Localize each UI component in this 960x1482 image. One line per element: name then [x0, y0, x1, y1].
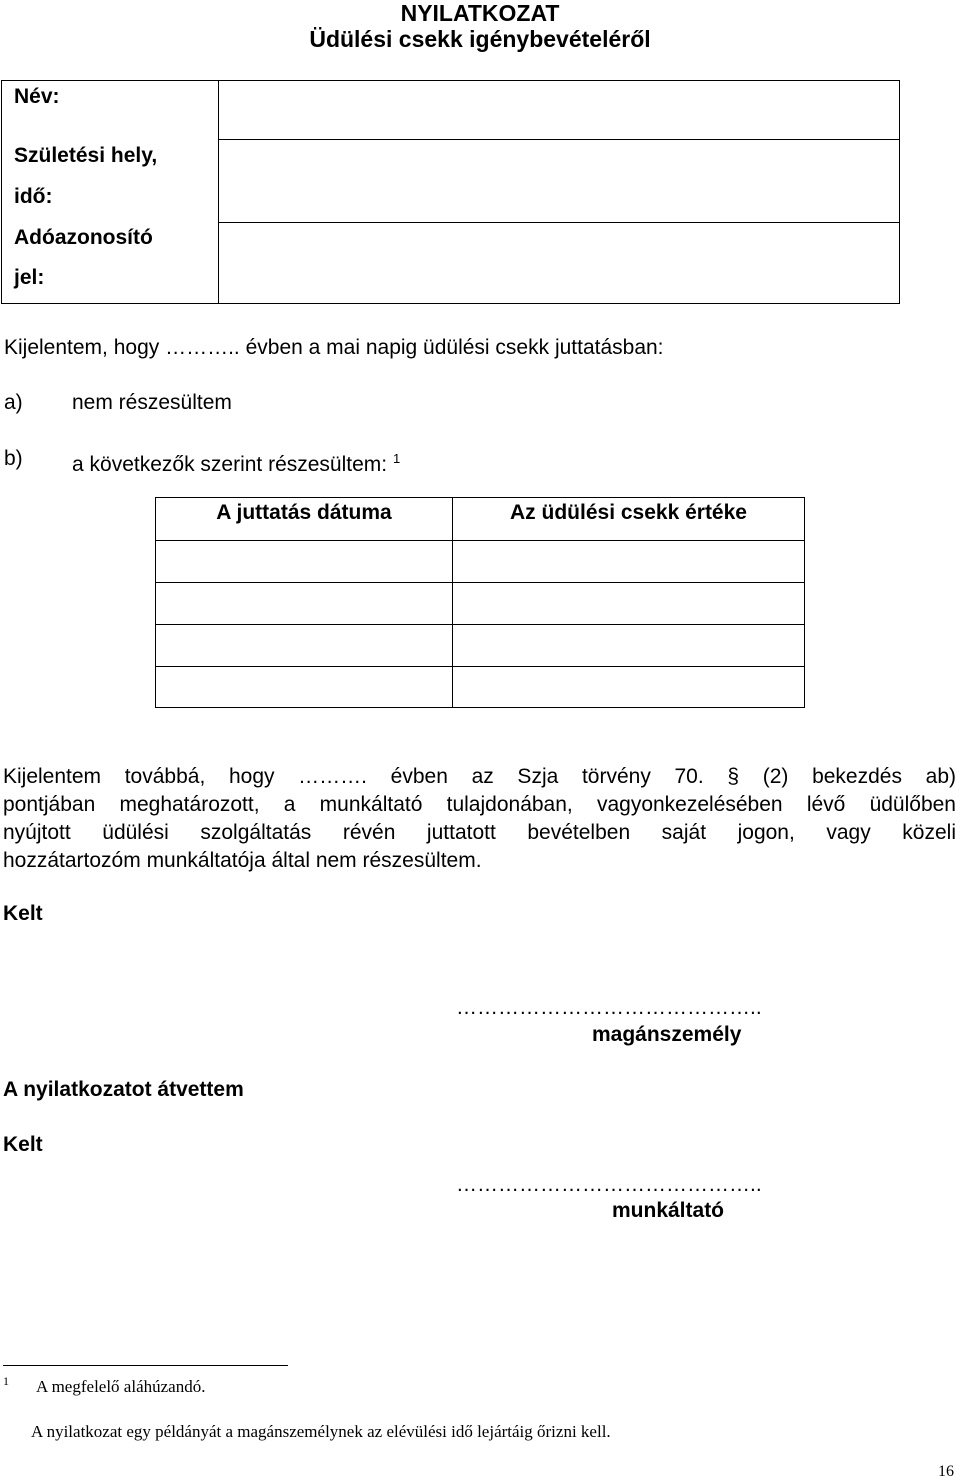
option-b-letter: b)	[4, 447, 23, 470]
employer-label: munkáltató	[612, 1199, 725, 1222]
date-label-employer: Kelt	[3, 1133, 43, 1156]
retention-note: A nyilatkozat egy példányát a magánszemélynek az elévülési idő lejártáig őrizni kell.	[31, 1422, 611, 1441]
tax-id-label-cont: jel:	[14, 266, 45, 289]
option-a-letter: a)	[4, 391, 23, 414]
table-cell-date[interactable]	[156, 625, 452, 665]
tax-id-field[interactable]	[219, 223, 899, 303]
received-label: A nyilatkozatot átvettem	[3, 1078, 244, 1101]
birth-place-date-field[interactable]	[219, 140, 899, 222]
document-title: NYILATKOZAT	[400, 0, 560, 26]
table-cell-date[interactable]	[156, 667, 452, 707]
private-person-label: magánszemély	[592, 1023, 742, 1046]
signature-line-private: ……………………………………..	[456, 996, 762, 1019]
table-cell-date[interactable]	[156, 583, 452, 623]
tax-id-label: Adóazonosító	[14, 226, 153, 249]
table-cell-date[interactable]	[156, 541, 452, 581]
option-b-label: a következők szerint részesültem:	[72, 453, 388, 476]
column-header-value: Az üdülési csekk értéke	[510, 501, 747, 524]
paragraph-line: pontjában meghatározott, a munkáltató tulajdonában, vagyonkezelésében lévő üdülőben	[3, 793, 956, 816]
name-field[interactable]	[219, 81, 899, 139]
birth-label: Születési hely,	[14, 144, 158, 167]
page-number: 16	[938, 1463, 954, 1480]
column-header-date: A juttatás dátuma	[216, 501, 392, 524]
declaration-paragraph	[3, 763, 956, 875]
signature-line-employer: ……………………………………..	[456, 1173, 762, 1196]
table-cell-value[interactable]	[453, 541, 804, 581]
document-subtitle: Üdülési csekk igénybevételéről	[309, 26, 651, 52]
date-label-private: Kelt	[3, 902, 43, 925]
table-cell-value[interactable]	[453, 583, 804, 623]
declaration-intro: Kijelentem, hogy ……….. évben a mai napig üdülési csekk juttatásban:	[4, 336, 664, 359]
name-label: Név:	[14, 85, 60, 108]
footnote-ref: 1	[392, 451, 401, 466]
paragraph-line: Kijelentem továbbá, hogy ………. évben az Szja törvény 70. § (2) bekezdés ab)	[3, 765, 956, 788]
table-cell-value[interactable]	[453, 667, 804, 707]
paragraph-line: hozzátartozóm munkáltatója által nem részesültem.	[3, 849, 482, 872]
personal-data-table	[1, 80, 900, 304]
option-b-text[interactable]	[72, 446, 400, 478]
option-a-text[interactable]: nem részesültem	[72, 391, 232, 414]
paragraph-line: nyújtott üdülési szolgáltatás révén juttatott bevételben saját jogon, vagy közeli	[3, 821, 956, 844]
footnote-text: A megfelelő aláhúzandó.	[36, 1377, 206, 1396]
table-cell-value[interactable]	[453, 625, 804, 665]
birth-label-cont: idő:	[14, 185, 53, 208]
footnote-rule	[3, 1365, 288, 1366]
footnote-number: 1	[3, 1374, 9, 1388]
voucher-table	[155, 497, 805, 708]
